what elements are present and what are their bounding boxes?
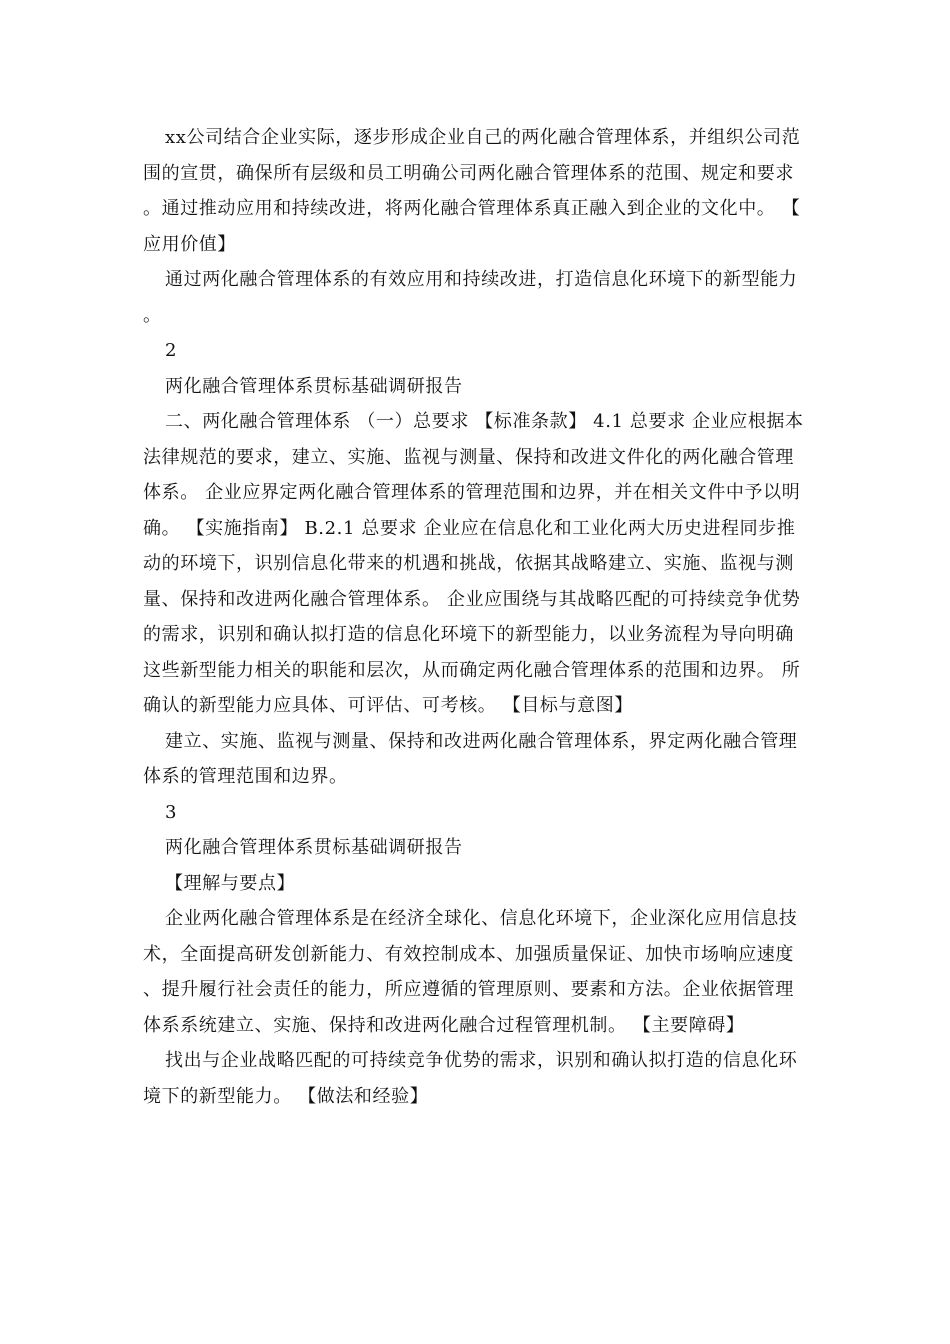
paragraph-obstacles: 找出与企业战略匹配的可持续竞争优势的需求，识别和确认拟打造的信息化环境下的新型能力。 【做法和经验】 (143, 1050, 798, 1107)
section-heading-understanding: 【理解与要点】 (165, 872, 296, 894)
page-number: 2 (165, 340, 178, 361)
running-header: 两化融合管理体系贯标基础调研报告 (165, 375, 463, 397)
running-header: 两化融合管理体系贯标基础调研报告 (165, 837, 463, 858)
paragraph-application-value: 通过两化融合管理体系的有效应用和持续改进，打造信息化环境下的新型能力。 (143, 269, 798, 326)
paragraph-general-requirements: 二、两化融合管理体系 （一）总要求 【标准条款】 4.1 总要求 企业应根据本法律规范的要求，建立、实施、监视与测量、保持和改进文件化的两化融合管理体系。 企业应界定两化融合管理体系的管理范围和边界，并在相关文件中予以明确。 【实施指南】 B.2.1 总要求 企业应在信息化和工业化两大历史进程同步推动的环境下，识别信息化带来的机遇和挑战，依据其战略建立、实施、监视与测量、保持和改进两化融合管理体系。 企业应围绕与其战略匹配的可持续竞争优势的需求，识别和确认拟打造的信息化环境下的新型能力，以业务流程为导向明确这些新型能力相关的职能和层次，从而确定两化融合管理体系的范围和边界。 所确认的新型能力应具体、可评估、可考核。 【目标与意图】 (143, 411, 804, 716)
paragraph-intro: xx公司结合企业实际，逐步形成企业自己的两化融合管理体系，并组织公司范围的宣贯，确保所有层级和员工明确公司两化融合管理体系的范围、规定和要求。通过推动应用和持续改进，将两化融合管理体系真正融入到企业的文化中。 【应用价值】 (143, 127, 801, 255)
page-number: 3 (165, 801, 178, 823)
paragraph-objective: 建立、实施、监视与测量、保持和改进两化融合管理体系，界定两化融合管理体系的管理范围和边界。 (143, 730, 798, 787)
document-body (143, 120, 808, 1114)
paragraph-understanding: 企业两化融合管理体系是在经济全球化、信息化环境下，企业深化应用信息技术，全面提高研发创新能力、有效控制成本、加强质量保证、加快市场响应速度、提升履行社会责任的能力，所应遵循的管理原则、要素和方法。企业依据管理体系系统建立、实施、保持和改进两化融合过程管理机制。 【主要障碍】 (143, 908, 798, 1036)
